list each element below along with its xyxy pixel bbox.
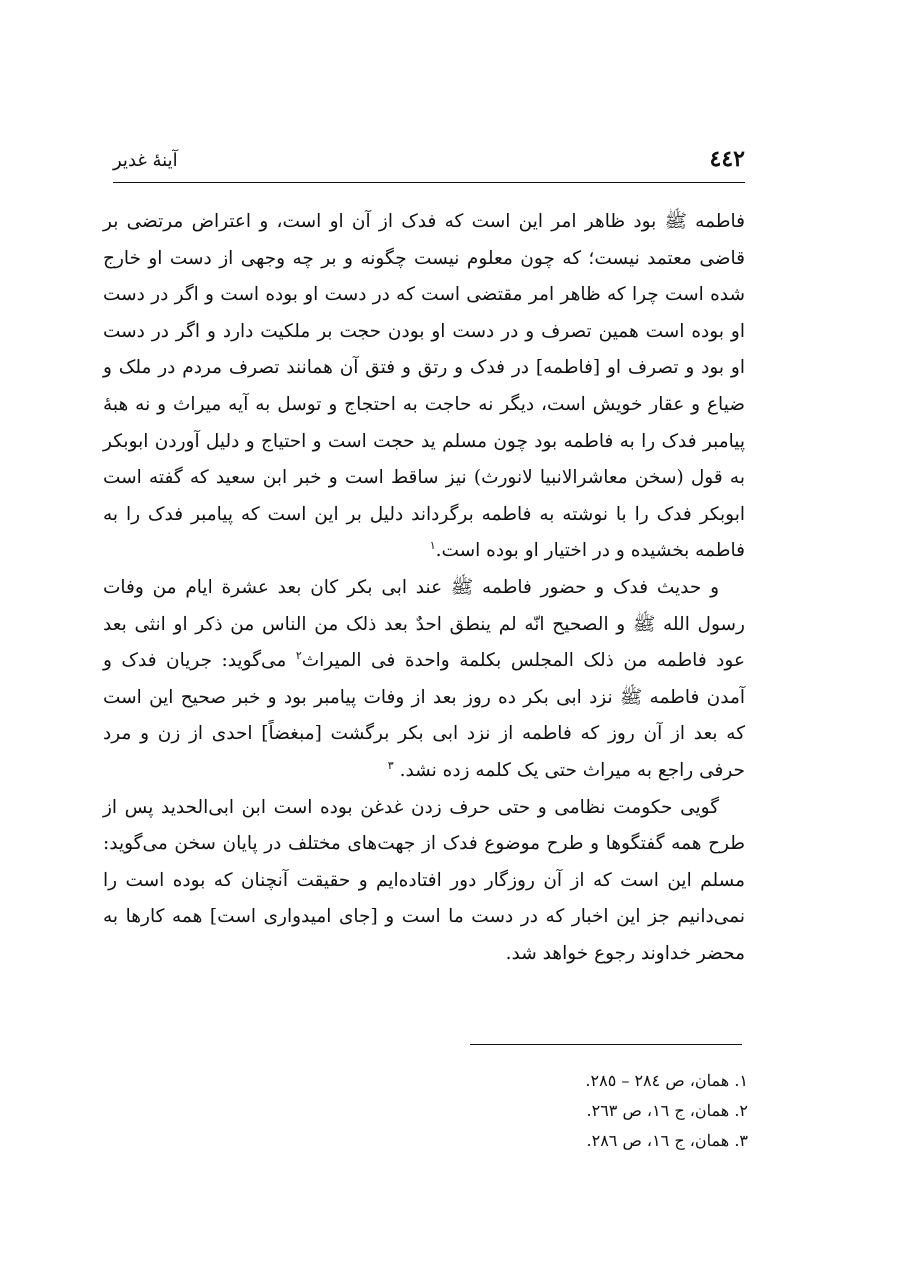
paragraph-text-continued: می‌گوید: جریان فدک و آمدن فاطمه ﷺ نزد ابی بکر ده روز بعد از وفات پیامبر بود و خبر صحیح این است که بعد از آن روز که فاطمه از نزد ابی بکر برگشت [مبغضاً] احدی از زن و مرد حرفی راجع به میراث حتی یک کلمه زده نشد.: [103, 650, 745, 781]
footnote-reference: ٣: [387, 758, 394, 772]
page-number: ٤٤٢: [709, 146, 745, 172]
footnotes: [400, 1066, 748, 1156]
body-text: [103, 204, 745, 972]
header-divider: [113, 182, 745, 183]
footnote-divider: [470, 1044, 742, 1045]
footnote-reference: ١: [429, 539, 436, 553]
footnote-item: ٢. همان، ج ١٦، ص ٢٦٣.: [586, 1101, 748, 1120]
paragraph-text: فاطمه ﷺ بود ظاهر امر این است که فدک از آن او است، و اعتراض مرتضی بر قاضی معتمد نیست؛ که چون معلوم نیست چگونه و بر چه وجهی از دست او خارج شده است چرا که ظاهر امر مقتضی است که در دست او بوده است و اگر در دست او بوده است همین تصرف و در دست او بودن حجت بر ملکیت دارد و اگر در دست او بود و تصرف او [فاطمه] در فدک و رتق و فتق آن همانند تصرف مردم در ملک و ضیاع و عقار خویش است، دیگر نه حاجت به احتجاج و توسل به آیه میراث و نه هبهٔ پیامبر فدک را به فاطمه بود چون مسلم ید حجت است و احتیاج و دلیل آوردن ابوبکر به قول (سخن معاشرالانبیا لانورث) نیز ساقط است و خبر ابن سعید که گفته است ابوبکر فدک را با نوشته به فاطمه برگرداند دلیل بر این است که پیامبر فدک را به فاطمه بخشیده و در اختیار او بوده است.: [103, 211, 745, 562]
paragraph-3: [103, 790, 745, 973]
footnote-item: ٣. همان، ج ١٦، ص ٢٨٦.: [586, 1131, 748, 1150]
footnote-item: ١. همان، ص ٢٨٤ – ٢٨٥.: [585, 1071, 748, 1090]
footnote-reference: ٢: [295, 648, 302, 662]
paragraph-1: [103, 204, 745, 570]
running-header: [113, 142, 745, 182]
paragraph-text: و حدیث فدک و حضور فاطمه ﷺ عند ابی بکر کان بعد عشرة ایام من وفات رسول الله ﷺ و الصحیح انّه لم ینطق احدٌ بعد ذلک من الناس من ذکر او انثی بعد عود فاطمه من ذلک المجلس بکلمة واحدة فی المیراث: [103, 576, 745, 672]
paragraph-text: گویی حکومت نظامی و حتی حرف زدن غدغن بوده است ابن ابی‌الحدید پس از طرح همه گفتگوها و طرح موضوع فدک از جهت‌های مختلف در پایان سخن می‌گوید: مسلم این است که از آن روزگار دور افتاده‌ایم و حقیقت آنچنان که بوده است را نمی‌دانیم جز این اخبار که در دست ما است و [جای امیدواری است] همه کارها به محضر خداوند رجوع خواهد شد.: [103, 796, 745, 964]
book-title: آینهٔ غدیر: [113, 150, 178, 171]
paragraph-2: [103, 570, 745, 790]
